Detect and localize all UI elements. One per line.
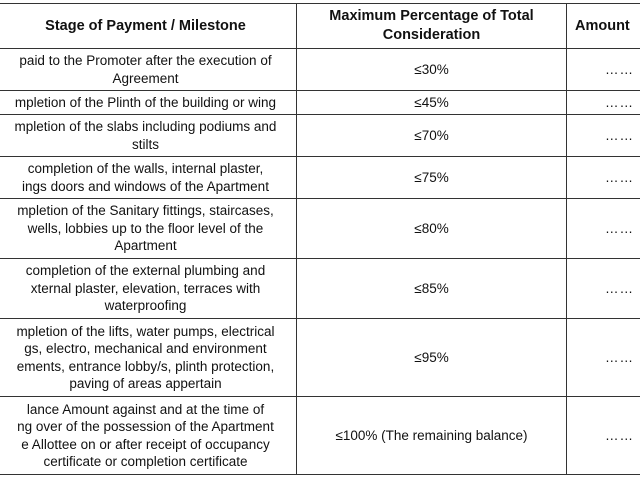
table-row [0,319,640,397]
amount-cell: …… [567,91,640,115]
stage-line: completion of the external plumbing and [25,263,266,279]
stage-line: stilts [132,136,159,152]
table-row [0,115,640,157]
percentage-cell: ≤30% [297,49,567,91]
stage-cell [0,157,297,199]
stage-line: certificate or completion certificate [43,454,248,469]
stage-line: xternal plaster, elevation, terraces with [30,280,261,296]
stage-line: Apartment [114,238,177,254]
stage-line: ng over of the possession of the Apartment [17,419,274,434]
stage-line: ings doors and windows of the Apartment [22,178,269,194]
percentage-cell: ≤70% [297,115,567,157]
stage-line: paving of areas appertain [69,376,222,391]
amount-cell: …… [567,115,640,157]
stage-cell [0,49,297,91]
percentage-cell: ≤75% [297,157,567,199]
table-row [0,397,640,475]
percentage-cell: ≤85% [297,259,567,319]
percentage-cell: ≤95% [297,319,567,397]
percentage-cell: ≤45% [297,91,567,115]
stage-line: mpletion of the Plinth of the building or wing [14,94,277,110]
percentage-cell: ≤100% (The remaining balance) [297,397,567,475]
amount-cell: …… [567,397,640,475]
stage-cell [0,115,297,157]
amount-cell: …… [567,49,640,91]
stage-line: ements, entrance lobby/s, plinth protection, [16,358,275,374]
stage-cell [0,319,297,397]
stage-line: mpletion of the slabs including podiums and [14,119,277,134]
stage-line: e Allottee on or after receipt of occupancy [21,436,270,452]
amount-cell: …… [567,157,640,199]
table-row [0,157,640,199]
amount-cell: …… [567,199,640,259]
stage-line: wells, lobbies up to the floor level of the [27,220,264,236]
header-stage: Stage of Payment / Milestone [0,4,297,49]
header-percentage-line: Maximum Percentage of Total [329,8,534,24]
amount-cell: …… [567,319,640,397]
table-row [0,199,640,259]
stage-line: waterproofing [104,298,187,314]
stage-line: Agreement [112,70,179,86]
stage-line: mpletion of the Sanitary fittings, staircases, [17,203,274,219]
payment-schedule-table [0,3,640,475]
stage-cell [0,199,297,259]
table-row [0,49,640,91]
stage-line: mpletion of the lifts, water pumps, electrical [16,323,275,339]
stage-line: paid to the Promoter after the execution of [19,53,272,68]
header-percentage-line: Consideration [382,27,481,43]
stage-cell [0,91,297,115]
stage-cell [0,259,297,319]
table-row [0,259,640,319]
amount-cell: …… [567,259,640,319]
table-header-row [0,4,640,49]
stage-line: completion of the walls, internal plaster, [27,161,264,176]
stage-line: gs, electro, mechanical and environment [24,341,267,356]
header-amount: Amount [567,4,640,49]
table-row [0,91,640,115]
stage-cell [0,397,297,475]
percentage-cell: ≤80% [297,199,567,259]
header-percentage [297,4,567,49]
stage-line: lance Amount against and at the time of [26,401,265,417]
